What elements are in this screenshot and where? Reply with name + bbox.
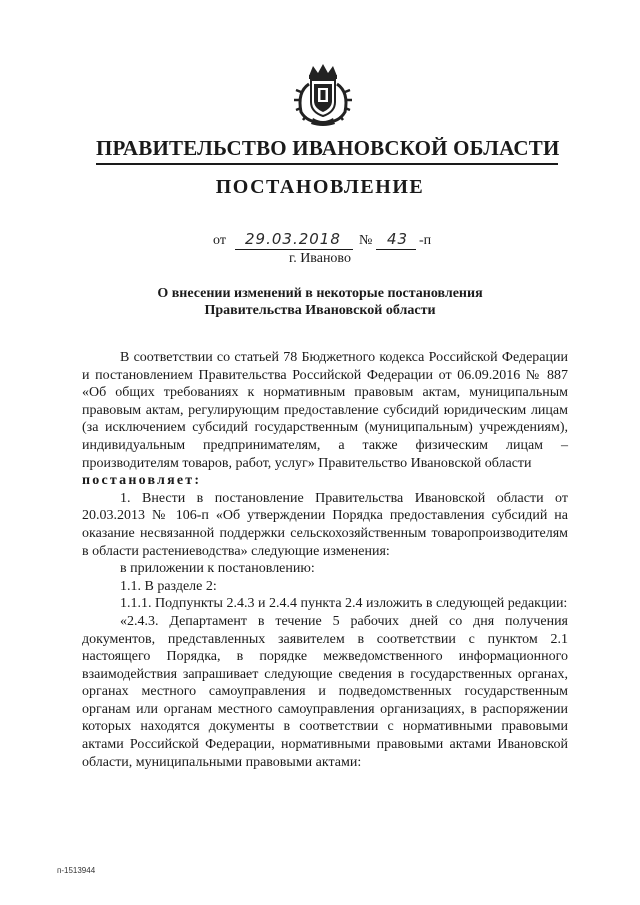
date-value: 29.03.2018: [245, 230, 341, 248]
title-divider: [96, 163, 558, 165]
date-number-line: [213, 230, 443, 253]
document-subject: [120, 285, 520, 319]
document-type: ПОСТАНОВЛЕНИЕ: [215, 176, 425, 198]
number-suffix: -п: [419, 233, 432, 248]
government-name: ПРАВИТЕЛЬСТВО ИВАНОВСКОЙ ОБЛАСТИ: [96, 136, 560, 160]
item-2-4-3: «2.4.3. Департамент в течение 5 рабочих дней со дня получения документов, представленных заявителем в соответствии с пунктом 2.1 настоящего Порядка, в порядке межведомственного информационного взаимодействия запрашивает следующие сведения в государственных органах, органах местного самоуправления и подведомственных государственным органам или органам местного самоуправления организациях, в распоряжении которых находятся документы в соответствии с нормативными правовыми актами Российской Федерации, нормативными правовыми актами Ивановской области, муниципальными правовыми актами:: [82, 613, 568, 770]
date-underline: [235, 249, 353, 250]
document-code: п-1513944: [57, 866, 96, 875]
subject-line: О внесении изменений в некоторые постановления: [157, 286, 483, 301]
resolves-word: постановляет:: [82, 473, 202, 489]
number-prefix: №: [359, 233, 373, 248]
city: г. Иваново: [289, 251, 351, 266]
subject-line: Правительства Ивановской области: [204, 303, 436, 318]
item-1-1-1: 1.1.1. Подпункты 2.4.3 и 2.4.4 пункта 2.4 изложить в следующей редакции:: [120, 596, 568, 612]
date-prefix: от: [213, 233, 226, 248]
appendix-line: в приложении к постановлению:: [120, 561, 315, 577]
number-underline: [376, 249, 416, 250]
item-1-1: 1.1. В разделе 2:: [120, 578, 217, 594]
document-body: [82, 349, 568, 771]
item-1: 1. Внести в постановление Правительства Ивановской области от 20.03.2013 № 106-п «Об утверждении Порядка предоставления субсидий на оказание несвязанной поддержки сельскохозяйственным товаропроизводителям в области растениеводства» следующие изменения:: [82, 490, 568, 559]
preamble-text: В соответствии со статьей 78 Бюджетного кодекса Российской Федерации и постановлением Правительства Российской Федерации от 06.09.2016 № 887 «Об общих требованиях к нормативным правовым актам, муниципальным правовым актам, регулирующим предоставление субсидий юридическим лицам (за исключением субсидий государственным (муниципальным) учреждениям), индивидуальным предпринимателям, а также физическим лицам – производителям товаров, работ, услуг» Правительство Ивановской области: [82, 350, 568, 471]
preamble-paragraph: [82, 349, 568, 490]
number-value: 43: [387, 230, 409, 248]
coat-of-arms-icon: [289, 62, 357, 128]
